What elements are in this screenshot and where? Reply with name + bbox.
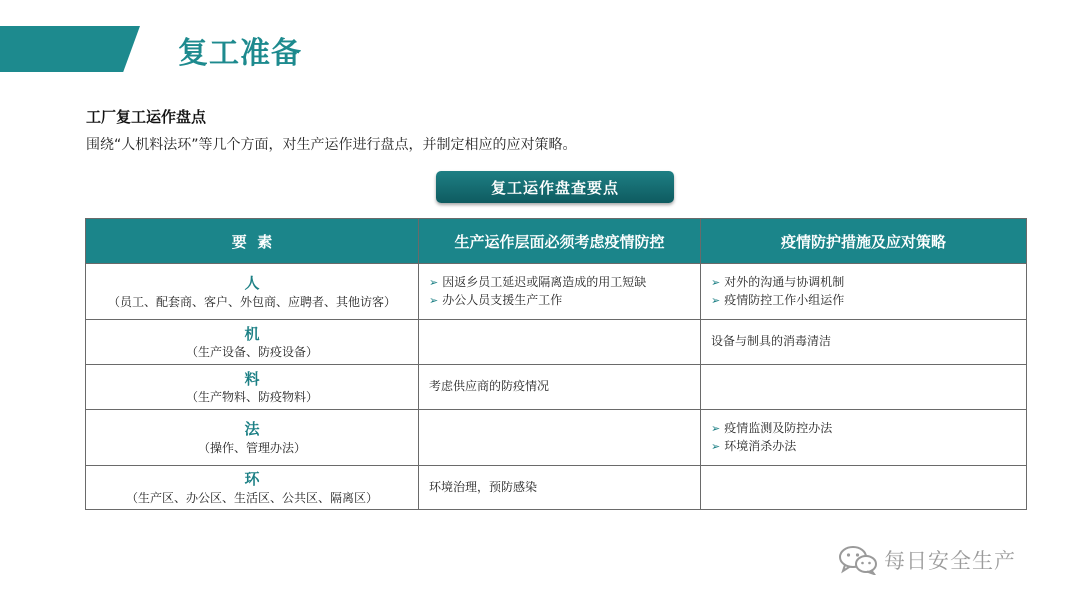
factor-detail: （生产区、办公区、生活区、公共区、隔离区） (125, 490, 378, 505)
factor-cell (86, 320, 419, 365)
production-cell: 环境治理，预防感染 (419, 466, 701, 510)
bullet-text: 因返乡员工延迟或隔离造成的用工短缺 (442, 275, 647, 290)
intro-text: 围绕“人机料法环”等几个方面，对生产运作进行盘点，并制定相应的应对策略。 (86, 137, 577, 153)
production-cell (419, 320, 701, 365)
bullet-text: 环境消杀办法 (724, 438, 797, 453)
arrow-bullet-icon: ➢ (711, 293, 721, 307)
arrow-bullet-icon: ➢ (711, 276, 721, 290)
section-label-text: 复工运作盘查要点 (490, 178, 619, 197)
arrow-bullet-icon: ➢ (429, 276, 439, 290)
factor-detail: （员工、配套商、客户、外包商、应聘者、其他访客） (107, 294, 396, 309)
factor-cell (86, 365, 419, 410)
arrow-bullet-icon: ➢ (711, 422, 721, 436)
factor-name: 人 (244, 274, 260, 293)
factor-name: 机 (244, 324, 260, 343)
bullet-text: 对外的沟通与协调机制 (724, 275, 845, 290)
table-row (86, 264, 1027, 320)
table-row (86, 365, 1027, 410)
bullet-text: 疫情监测及防控办法 (724, 421, 833, 436)
bullet-text: 办公人员支援生产工作 (442, 292, 563, 307)
measures-cell (701, 365, 1027, 410)
table-row (86, 410, 1027, 466)
header-measures: 疫情防护措施及应对策略 (701, 219, 1027, 264)
factor-cell (86, 466, 419, 510)
header-production: 生产运作层面必须考虑疫情防控 (419, 219, 701, 264)
factor-detail: （生产物料、防疫物料） (185, 390, 318, 405)
section-label-pill (436, 171, 674, 203)
title-accent-bar (0, 26, 140, 72)
bullet-item (429, 292, 690, 309)
watermark (838, 545, 1016, 575)
bullet-item (711, 438, 1016, 455)
wechat-icon (838, 545, 878, 575)
arrow-bullet-icon: ➢ (429, 293, 439, 307)
measures-cell (701, 264, 1027, 320)
factor-detail: （生产设备、防疫设备） (185, 345, 318, 360)
bullet-text: 疫情防控工作小组运作 (724, 292, 845, 307)
bullet-item (711, 274, 1016, 291)
table-row (86, 320, 1027, 365)
watermark-text: 每日安全生产 (884, 549, 1016, 573)
arrow-bullet-icon: ➢ (711, 439, 721, 453)
factor-cell (86, 410, 419, 466)
factor-detail: （操作、管理办法） (197, 440, 306, 455)
section-subtitle: 工厂复工运作盘点 (86, 108, 207, 126)
table-header-row (86, 219, 1027, 264)
measures-cell (701, 466, 1027, 510)
checklist-table (85, 218, 1027, 510)
header-factor: 要 素 (86, 219, 419, 264)
factor-cell (86, 264, 419, 320)
factor-name: 料 (244, 369, 260, 388)
page-title: 复工准备 (178, 36, 302, 71)
factor-name: 环 (244, 470, 260, 489)
measures-cell (701, 410, 1027, 466)
table-row (86, 466, 1027, 510)
bullet-item (429, 274, 690, 291)
production-cell: 考虑供应商的防疫情况 (419, 365, 701, 410)
bullet-item (711, 292, 1016, 309)
factor-name: 法 (244, 420, 260, 439)
bullet-item (711, 420, 1016, 437)
production-cell (419, 410, 701, 466)
measures-cell: 设备与制具的消毒清洁 (701, 320, 1027, 365)
production-cell (419, 264, 701, 320)
